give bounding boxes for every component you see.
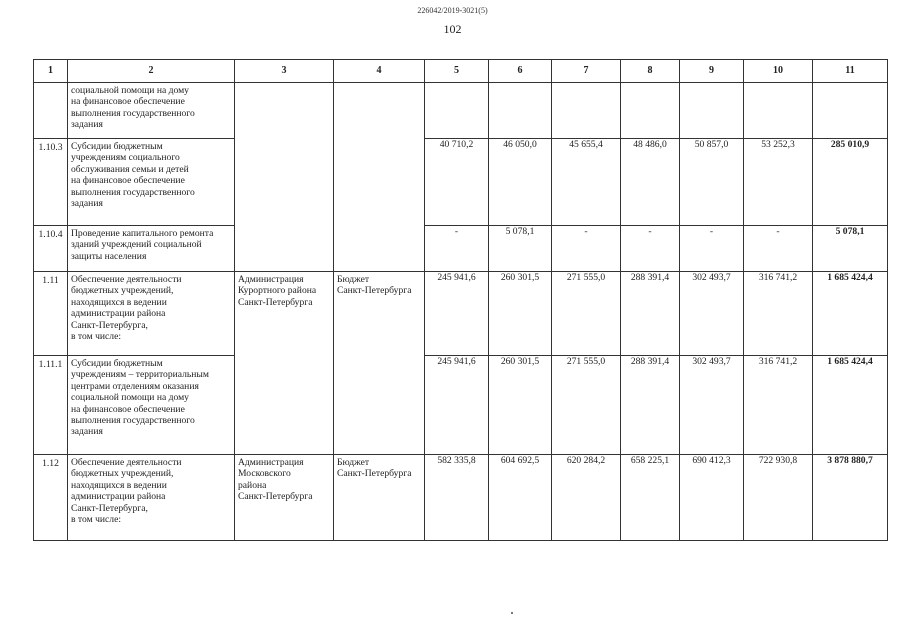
- total-cell: 3 878 880,7: [813, 455, 888, 541]
- row-number: 1.11.1: [34, 356, 68, 455]
- value-cell: 53 252,3: [744, 139, 813, 226]
- value-cell: 620 284,2: [552, 455, 621, 541]
- executor-cell: Администрация Московского района Санкт-Петербурга: [235, 455, 334, 541]
- column-header: 9: [680, 60, 744, 83]
- column-header: 4: [334, 60, 425, 83]
- value-cell: [680, 83, 744, 139]
- value-cell: -: [425, 226, 489, 272]
- value-cell: 260 301,5: [489, 272, 552, 356]
- value-cell: [489, 83, 552, 139]
- table-row: [34, 455, 888, 541]
- value-cell: [621, 83, 680, 139]
- document-id: 226042/2019-3021(5): [417, 6, 488, 15]
- value-cell: -: [552, 226, 621, 272]
- column-header: 6: [489, 60, 552, 83]
- source-cell: Бюджет Санкт-Петербурга: [334, 272, 425, 455]
- budget-table: [33, 59, 888, 541]
- value-cell: 288 391,4: [621, 356, 680, 455]
- total-cell: 1 685 424,4: [813, 356, 888, 455]
- row-description: Субсидии бюджетным учреждениям – территориальным центрами отделениям оказания социальной помощи на дому на финансовое обеспечение выполнения государственного задания: [68, 356, 235, 455]
- source-cell: Бюджет Санкт-Петербурга: [334, 455, 425, 541]
- table-row: [34, 272, 888, 356]
- row-number: 1.12: [34, 455, 68, 541]
- table-row: [34, 356, 888, 455]
- value-cell: 245 941,6: [425, 356, 489, 455]
- column-header: 8: [621, 60, 680, 83]
- column-header: 11: [813, 60, 888, 83]
- value-cell: -: [680, 226, 744, 272]
- column-header: 2: [68, 60, 235, 83]
- scan-speck: [511, 612, 513, 614]
- value-cell: 245 941,6: [425, 272, 489, 356]
- row-description: Обеспечение деятельности бюджетных учреждений, находящихся в ведении администрации района Санкт-Петербурга, в том числе:: [68, 272, 235, 356]
- table-row: [34, 139, 888, 226]
- table-row: [34, 226, 888, 272]
- value-cell: [744, 83, 813, 139]
- executor-cell: [235, 83, 334, 272]
- value-cell: 50 857,0: [680, 139, 744, 226]
- total-cell: 5 078,1: [813, 226, 888, 272]
- value-cell: [552, 83, 621, 139]
- total-cell: [813, 83, 888, 139]
- table-row: [34, 83, 888, 139]
- column-header: 10: [744, 60, 813, 83]
- row-description: Субсидии бюджетным учреждениям социального обслуживания семьи и детей на финансовое обеспечение выполнения государственного задания: [68, 139, 235, 226]
- value-cell: 302 493,7: [680, 356, 744, 455]
- value-cell: 45 655,4: [552, 139, 621, 226]
- value-cell: 302 493,7: [680, 272, 744, 356]
- value-cell: 260 301,5: [489, 356, 552, 455]
- value-cell: 722 930,8: [744, 455, 813, 541]
- row-description: Обеспечение деятельности бюджетных учреждений, находящихся в ведении администрации района Санкт-Петербурга, в том числе:: [68, 455, 235, 541]
- row-number: [34, 83, 68, 139]
- value-cell: 690 412,3: [680, 455, 744, 541]
- column-header: 7: [552, 60, 621, 83]
- total-cell: 1 685 424,4: [813, 272, 888, 356]
- value-cell: 316 741,2: [744, 356, 813, 455]
- page-number: 102: [443, 22, 462, 36]
- value-cell: 48 486,0: [621, 139, 680, 226]
- total-cell: 285 010,9: [813, 139, 888, 226]
- column-header: 1: [34, 60, 68, 83]
- value-cell: -: [744, 226, 813, 272]
- column-header: 5: [425, 60, 489, 83]
- row-number: 1.11: [34, 272, 68, 356]
- value-cell: 288 391,4: [621, 272, 680, 356]
- row-number: 1.10.3: [34, 139, 68, 226]
- value-cell: [425, 83, 489, 139]
- row-description: Проведение капитального ремонта зданий учреждений социальной защиты населения: [68, 226, 235, 272]
- header-row: [34, 60, 888, 83]
- value-cell: 316 741,2: [744, 272, 813, 356]
- value-cell: 271 555,0: [552, 356, 621, 455]
- value-cell: 604 692,5: [489, 455, 552, 541]
- value-cell: 658 225,1: [621, 455, 680, 541]
- value-cell: 40 710,2: [425, 139, 489, 226]
- row-description: социальной помощи на дому на финансовое обеспечение выполнения государственного задания: [68, 83, 235, 139]
- value-cell: -: [621, 226, 680, 272]
- value-cell: 582 335,8: [425, 455, 489, 541]
- value-cell: 5 078,1: [489, 226, 552, 272]
- value-cell: 271 555,0: [552, 272, 621, 356]
- row-number: 1.10.4: [34, 226, 68, 272]
- executor-cell: Администрация Курортного района Санкт-Петербурга: [235, 272, 334, 455]
- value-cell: 46 050,0: [489, 139, 552, 226]
- source-cell: [334, 83, 425, 272]
- column-header: 3: [235, 60, 334, 83]
